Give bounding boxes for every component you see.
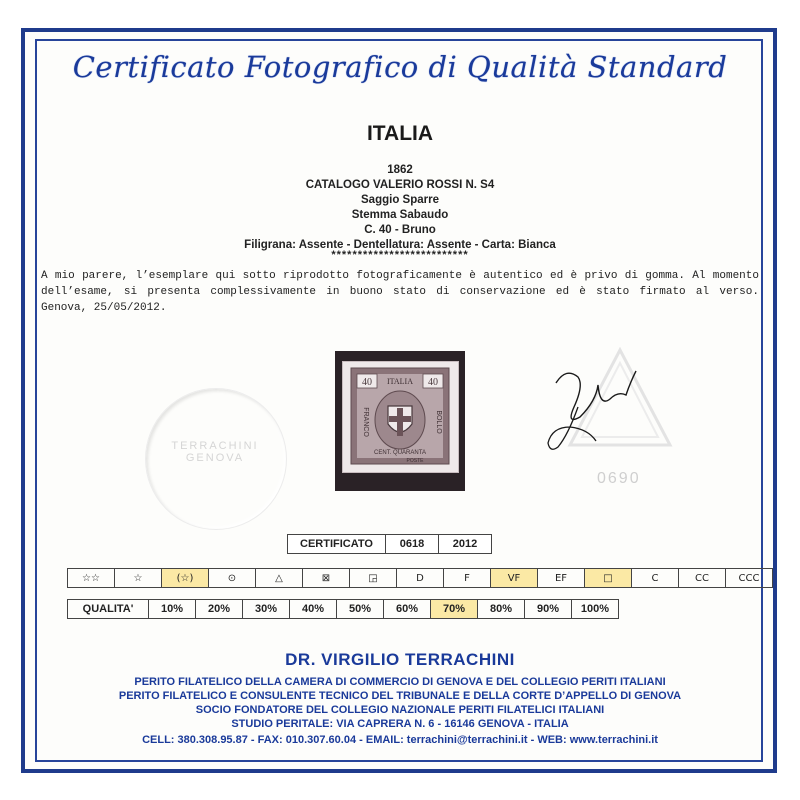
quality-cell: 30% [243, 600, 290, 619]
grade-cell: D [397, 569, 444, 588]
certificate-number-table [287, 534, 492, 554]
certificate-label: CERTIFICATO [288, 535, 386, 554]
country-heading: ITALIA [366, 122, 434, 145]
stamp-top-text: ITALIA [386, 377, 414, 386]
separator-stars: ************************** [331, 249, 469, 261]
quality-cell: 70% [431, 600, 478, 619]
expert-opinion: A mio parere, l’esemplare qui sotto riprodotto fotograficamente è autentico ed è privo di gomma. Al momento dell’esame, si presenta complessivamente in buono stato di conservazione ed è stato firmato al verso. Genova, 25/05/2012. [41, 270, 759, 314]
grade-cell: ☆ [115, 569, 162, 588]
footer-line-4: STUDIO PERITALE: VIA CAPRERA N. 6 - 16146 GENOVA - ITALIA [231, 718, 569, 730]
stamp-specs [0, 163, 800, 253]
embossed-seal-text: TERRACHINI GENOVA [171, 440, 259, 464]
spec-catalogue: CATALOGO VALERIO ROSSI N. S4 [305, 179, 495, 191]
footer-contact: CELL: 380.308.95.87 - FAX: 010.307.60.04 - EMAIL: terrachini@terrachini.it - WEB: www.terrachini.it [142, 734, 658, 746]
grade-cell: CCC [726, 569, 773, 588]
grade-cell: △ [256, 569, 303, 588]
grade-cell: C [632, 569, 679, 588]
certificate-title: Certificato Fotografico di Qualità Standard [72, 50, 728, 84]
stamp-value-right: 40 [428, 377, 438, 388]
certificate-year: 2012 [439, 535, 492, 554]
spec-design: Stemma Sabaudo [351, 209, 449, 221]
quality-cell: 40% [290, 600, 337, 619]
stamp-left-text: FRANCO [362, 407, 369, 437]
grade-cell: ⊙ [209, 569, 256, 588]
footer-line-1: PERITO FILATELICO DELLA CAMERA DI COMMERCIO DI GENOVA E DEL COLLEGIO PERITI ITALIANI [134, 676, 666, 688]
expert-name: DR. VIRGILIO TERRACHINI [285, 650, 515, 669]
stamp-right-text: BOLLO [435, 410, 442, 434]
spec-value-color: C. 40 - Bruno [364, 224, 436, 236]
grade-cell: (☆) [162, 569, 209, 588]
grade-cell: ☆☆ [68, 569, 115, 588]
stamp-value-left: 40 [362, 377, 372, 388]
quality-table [67, 599, 619, 619]
expert-footer [0, 650, 800, 748]
grade-cell: F [444, 569, 491, 588]
spec-year: 1862 [387, 164, 413, 176]
embossed-number: 0690 [597, 470, 641, 487]
stamp-bottom-sub: POSTE [406, 458, 424, 464]
spec-paper: Filigrana: Assente - Dentellatura: Assente - Carta: Bianca [244, 239, 556, 251]
quality-label: QUALITA' [68, 600, 149, 619]
signature-icon [538, 355, 648, 455]
quality-cell: 20% [196, 600, 243, 619]
quality-cell: 80% [478, 600, 525, 619]
stamp-bottom-text: CENT. QUARANTA [374, 450, 426, 456]
quality-cell: 90% [525, 600, 572, 619]
spec-type: Saggio Sparre [361, 194, 439, 206]
grade-cell: ◲ [350, 569, 397, 588]
footer-line-2: PERITO FILATELICO E CONSULENTE TECNICO DEL TRIBUNALE E DELLA CORTE D’APPELLO DI GENOVA [118, 690, 682, 702]
footer-line-3: SOCIO FONDATORE DEL COLLEGIO NAZIONALE PERITI FILATELICI ITALIANI [195, 704, 605, 716]
grade-cell: VF [491, 569, 538, 588]
quality-cell: 50% [337, 600, 384, 619]
quality-cell: 10% [149, 600, 196, 619]
grade-cell: EF [538, 569, 585, 588]
grade-cell: CC [679, 569, 726, 588]
stamp-image [342, 361, 459, 473]
quality-cell: 100% [572, 600, 619, 619]
certificate-number: 0618 [386, 535, 439, 554]
grade-cell: □ [585, 569, 632, 588]
quality-cell: 60% [384, 600, 431, 619]
grade-cell: ⊠ [303, 569, 350, 588]
grade-table [67, 568, 773, 588]
